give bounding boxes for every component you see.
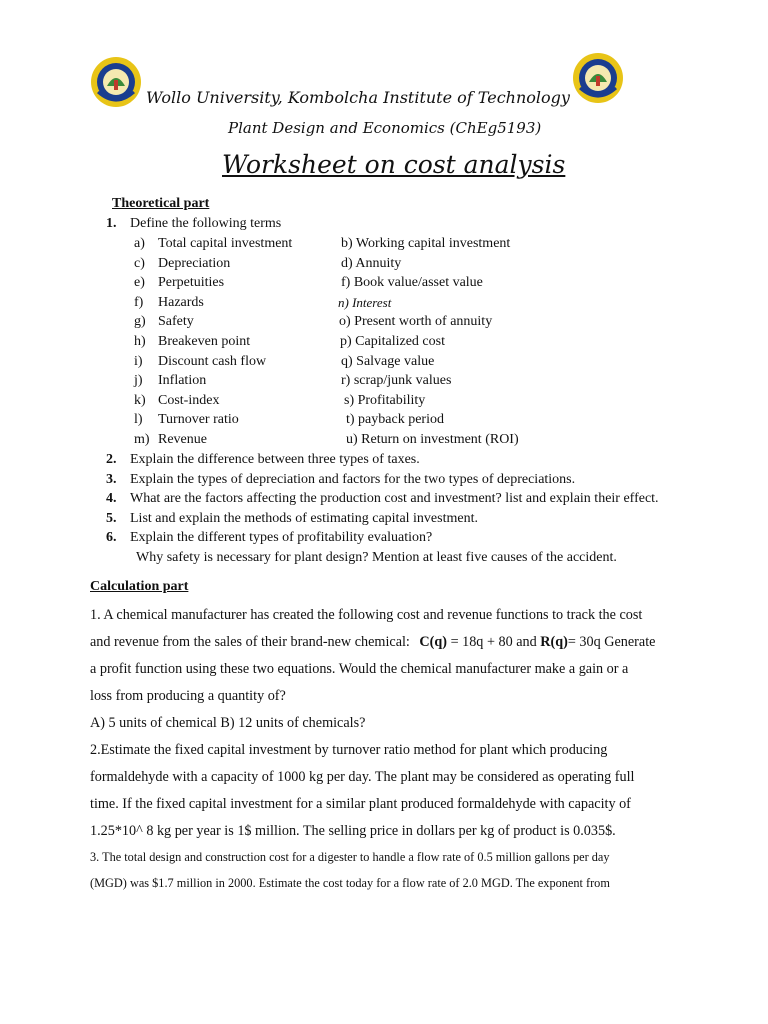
problem-1-intro: and revenue from the sales of their brand-new chemical: <box>90 634 410 650</box>
term-label: h) <box>134 334 146 349</box>
problem-1-line-4: loss from producing a quantity of? <box>90 688 286 704</box>
page-title: Worksheet on cost analysis <box>222 150 566 179</box>
term-label: g) <box>134 314 146 329</box>
term-label: j) <box>134 373 143 388</box>
term-left: Discount cash flow <box>158 354 267 369</box>
question-number: 2. <box>106 452 117 467</box>
problem-2-line-4: 1.25*10^ 8 kg per year is 1$ million. The selling price in dollars per kg of product is 0.035$. <box>90 823 616 839</box>
problem-3-line-2: (MGD) was $1.7 million in 2000. Estimate the cost today for a flow rate of 2.0 MGD. The exponent from <box>90 876 610 890</box>
term-right: o) Present worth of annuity <box>339 314 493 329</box>
term-left: Perpetuities <box>158 275 225 290</box>
problem-1-line-3: a profit function using these two equations. Would the chemical manufacturer make a gain or a <box>90 661 629 677</box>
term-right: b) Working capital investment <box>341 236 511 251</box>
revenue-function-expr: = 30q Generate <box>567 634 656 650</box>
term-left: Inflation <box>158 373 207 388</box>
term-left: Hazards <box>158 295 204 310</box>
university-logo-right <box>572 52 624 104</box>
term-left: Cost-index <box>158 393 220 408</box>
question-text: List and explain the methods of estimating capital investment. <box>130 511 478 526</box>
cost-function-symbol: C(q) <box>419 634 448 650</box>
term-left: Total capital investment <box>158 236 293 251</box>
term-right: t) payback period <box>346 412 444 427</box>
term-right: p) Capitalized cost <box>340 334 445 349</box>
term-left: Safety <box>158 314 194 329</box>
term-right: n) Interest <box>338 295 392 310</box>
problem-2-line-2: formaldehyde with a capacity of 1000 kg per day. The plant may be considered as operating full <box>90 769 635 785</box>
university-logo-left <box>90 56 142 108</box>
term-left: Depreciation <box>158 256 231 271</box>
calculation-heading: Calculation part <box>90 579 189 594</box>
term-right: d) Annuity <box>341 256 402 271</box>
term-label: f) <box>134 295 144 310</box>
term-right: f) Book value/asset value <box>341 275 483 290</box>
term-label: i) <box>134 354 143 369</box>
question-text: What are the factors affecting the production cost and investment? list and explain their effect. <box>130 491 659 506</box>
question-number: 6. <box>106 530 117 545</box>
revenue-function-symbol: R(q) <box>540 634 568 650</box>
term-label: a) <box>134 236 145 251</box>
problem-2-line-3: time. If the fixed capital investment for a similar plant produced formaldehyde with capacity of <box>90 796 631 812</box>
term-label: m) <box>134 432 150 447</box>
question-number: 3. <box>106 472 117 487</box>
problem-2-line-1: 2.Estimate the fixed capital investment by turnover ratio method for plant which producing <box>90 742 608 758</box>
question-text: Explain the different types of profitability evaluation? <box>130 530 433 545</box>
question-text: Explain the types of depreciation and factors for the two types of depreciations. <box>130 472 576 487</box>
term-label: l) <box>134 412 143 427</box>
term-left: Breakeven point <box>158 334 251 349</box>
safety-question: Why safety is necessary for plant design? Mention at least five causes of the accident. <box>136 550 617 565</box>
course-name: Plant Design and Economics (ChEg5193) <box>228 119 542 137</box>
institution-name: Wollo University, Kombolcha Institute of Technology <box>146 88 570 107</box>
term-label: k) <box>134 393 146 408</box>
theoretical-heading: Theoretical part <box>112 196 210 211</box>
question-number: 5. <box>106 511 117 526</box>
term-left: Turnover ratio <box>158 412 239 427</box>
q1-number: 1. <box>106 216 117 231</box>
term-label: e) <box>134 275 145 290</box>
term-right: r) scrap/junk values <box>341 373 452 388</box>
problem-1-line-1: 1. A chemical manufacturer has created the following cost and revenue functions to track the cost <box>90 607 643 623</box>
problem-1-options: A) 5 units of chemical B) 12 units of chemicals? <box>90 715 366 731</box>
cost-function-expr: = 18q + 80 and <box>450 634 537 650</box>
term-left: Revenue <box>158 432 207 447</box>
term-right: u) Return on investment (ROI) <box>346 432 519 447</box>
problem-3-line-1: 3. The total design and construction cost for a digester to handle a flow rate of 0.5 million gallons per day <box>90 850 610 864</box>
q1-text: Define the following terms <box>130 216 282 231</box>
term-label: c) <box>134 256 145 271</box>
term-right: q) Salvage value <box>341 354 435 369</box>
problem-1-line-2 <box>90 633 678 651</box>
question-text: Explain the difference between three types of taxes. <box>130 452 420 467</box>
term-right: s) Profitability <box>344 393 426 408</box>
question-number: 4. <box>106 491 117 506</box>
